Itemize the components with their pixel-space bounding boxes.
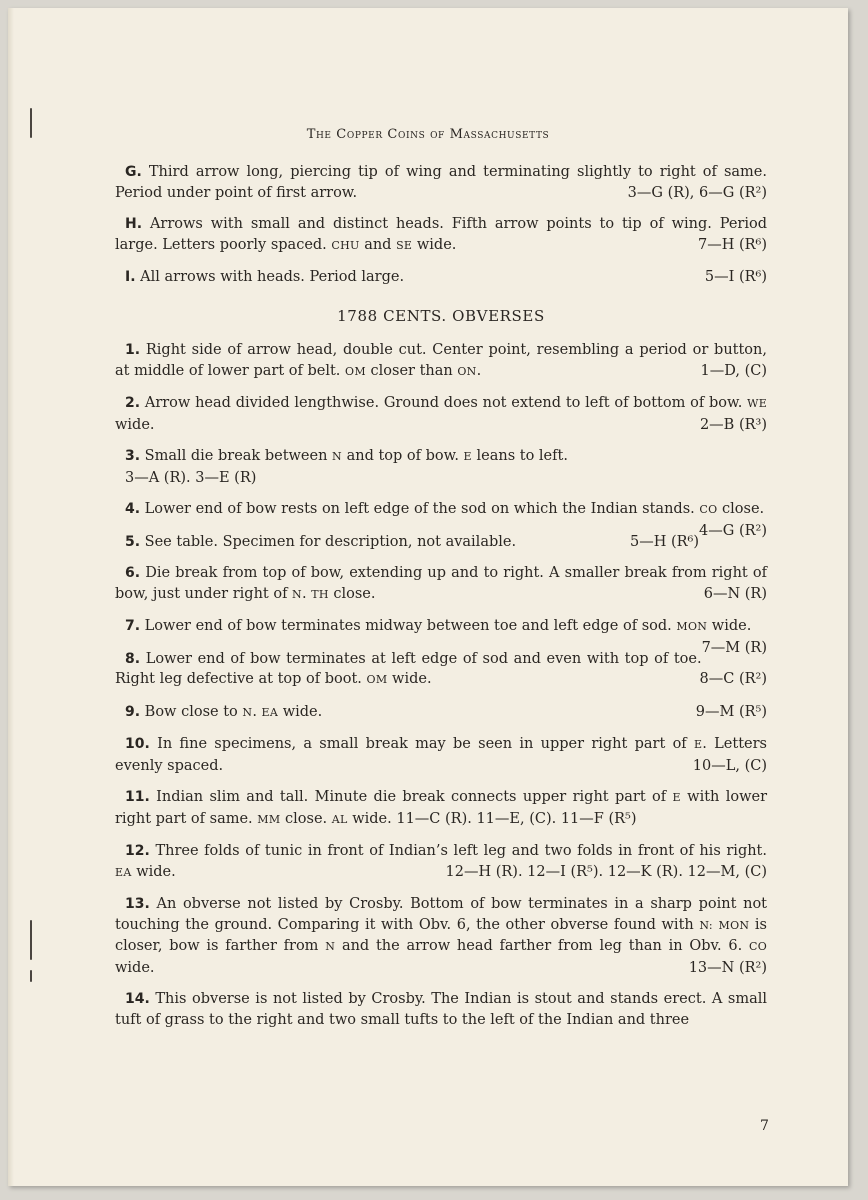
letter-pair: SE [396, 238, 413, 252]
entry-text: See table. Specimen for description, not available. [144, 533, 517, 550]
running-head: The Copper Coins of Massachusetts [306, 127, 550, 142]
obverse-entry-10 [115, 734, 767, 776]
letter-pair: MON [676, 620, 708, 633]
letter-pair: WE [747, 397, 768, 410]
entry-reference: wide. 11—C (R). 11—E, (C). 11—F (R⁵) [352, 810, 637, 827]
letter-pair: OM [345, 364, 366, 378]
letter-pair: ON [457, 364, 477, 378]
entry-h [115, 214, 767, 256]
entry-reference: 5—H (R⁶) [630, 533, 700, 550]
letter-pair: N [332, 450, 342, 463]
letter-pair: N [242, 705, 253, 719]
page-edge [8, 8, 14, 1186]
entry-text: Die break from top of bow, extending up and to right. A smaller break from right of bow, just under right of [115, 565, 767, 602]
entry-text: All arrows with heads. Period large. [140, 269, 405, 285]
obverse-entry-6 [115, 563, 767, 605]
entry-label: G. [125, 164, 142, 180]
entry-reference: 7—M (R) [701, 639, 767, 656]
entry-reference: 9—M (R⁵) [695, 703, 767, 720]
entry-label: 3. [125, 448, 141, 464]
letter-pair: N [292, 587, 302, 601]
entry-text: wide. [115, 959, 155, 976]
entry-text: and [364, 236, 392, 253]
entry-reference: 3—A (R). 3—E (R) [125, 469, 257, 486]
entry-label: 14. [125, 991, 150, 1007]
obverse-entry-5 [115, 532, 767, 553]
letter-pair: EA [261, 705, 279, 719]
entry-label: 2. [125, 395, 141, 411]
entry-text: Small die break between [144, 448, 328, 464]
entry-label: 4. [125, 501, 141, 517]
page-number: 7 [760, 1118, 769, 1134]
letter-pair: E [672, 791, 681, 804]
entry-i [115, 267, 767, 288]
entry-text: Lower end of bow terminates at left edge of sod and even with top of toe. Right leg defective at top of boot. [115, 650, 702, 687]
obverse-entry-9 [115, 702, 767, 724]
entry-text: This obverse is not listed by Crosby. The Indian is stout and stands erect. A small tuft of grass to the right and two small tufts to the left of the Indian and three [115, 991, 767, 1028]
entry-reference: 3—G (R), 6—G (R²) [627, 184, 767, 201]
entry-text: and top of bow. [346, 448, 459, 464]
book-page [8, 8, 848, 1186]
obverse-entry-11 [115, 787, 767, 830]
letter-pair: EA [115, 865, 132, 879]
entry-label: 10. [125, 736, 150, 752]
obverse-entry-8 [115, 649, 767, 691]
entry-text: Lower end of bow terminates midway between toe and left edge of sod. [144, 618, 672, 634]
obverse-entry-7 [115, 616, 767, 656]
obverse-entry-4 [115, 499, 767, 539]
entry-reference: 10—L, (C) [692, 757, 767, 774]
entry-text: close. [333, 585, 376, 602]
entry-reference: 12—H (R). 12—I (R⁵). 12—K (R). 12—M, (C) [445, 863, 767, 880]
entry-text: closer than [370, 362, 453, 379]
entry-g [115, 162, 767, 203]
entry-label: 7. [125, 618, 141, 634]
obverse-entry-12 [115, 841, 767, 883]
entry-text: Indian slim and tall. Minute die break connects upper right part of [156, 789, 667, 805]
entry-text: Three folds of tunic in front of Indian’s left leg and two folds in front of his right. [155, 843, 767, 859]
entry-reference: 8—C (R²) [699, 671, 767, 687]
obverse-entry-2 [115, 393, 767, 435]
entry-label: 1. [125, 342, 141, 358]
entry-text: with lower right part of same. [115, 789, 768, 827]
obverse-entry-14 [115, 989, 767, 1030]
letter-pair: OM [366, 673, 388, 686]
entry-text: In fine specimens, a small break may be seen in upper right part of [157, 736, 687, 752]
obverse-entry-13 [115, 894, 767, 978]
entry-text: is closer, bow is farther from [115, 916, 768, 954]
letter-pair: CO [749, 940, 768, 953]
entry-label: I. [125, 269, 136, 285]
letter-pair: CHU [331, 238, 360, 252]
letter-pair: MM [257, 812, 281, 826]
entry-text: . Letters evenly spaced. [115, 736, 767, 774]
letter-pair: MON [718, 918, 750, 932]
entry-text: wide. [136, 863, 176, 880]
entry-reference: 13—N (R²) [688, 959, 767, 976]
entry-text: Right side of arrow head, double cut. Center point, resembling a period or button, at middle of lower part of belt. [115, 342, 767, 379]
entry-text: . [476, 362, 482, 379]
obverse-entry-3 [115, 446, 767, 488]
entry-text: wide. [392, 671, 432, 687]
letter-pair: E [463, 450, 472, 463]
entry-reference: 4—G (R²) [699, 522, 767, 539]
entry-reference: 5—I (R⁶) [704, 269, 767, 285]
letter-pair: N: [699, 918, 713, 932]
entry-label: H. [125, 216, 143, 232]
entry-text: . [301, 585, 307, 602]
page-content [115, 162, 767, 1041]
entry-text: Third arrow long, piercing tip of wing and terminating slightly to right of same. Period under point of first arrow. [115, 164, 767, 201]
margin-mark [30, 970, 32, 982]
entry-text: An obverse not listed by Crosby. Bottom of bow terminates in a sharp point not touching the ground. Comparing it with Obv. 6, the other obverse found with [115, 896, 767, 933]
entry-label: 11. [125, 789, 150, 805]
entry-label: 5. [125, 533, 141, 550]
entry-text: Bow close to [144, 703, 238, 720]
entry-text: Arrow head divided lengthwise. Ground does not extend to left of bottom of bow. [144, 395, 743, 411]
margin-mark [30, 920, 32, 960]
entry-reference: 7—H (R⁶) [697, 236, 767, 253]
entry-text: wide. [416, 236, 457, 253]
obverse-entry-1 [115, 340, 767, 382]
letter-pair: N [325, 940, 336, 953]
entry-text: . [252, 703, 257, 720]
letter-pair: AL [331, 812, 348, 826]
entry-text: Arrows with small and distinct heads. Fifth arrow points to tip of wing. Period large. Letters poorly spaced. [115, 216, 768, 253]
entry-text: wide. [711, 618, 752, 634]
entry-text: close. [285, 810, 328, 827]
entry-text: Lower end of bow rests on left edge of the sod on which the Indian stands. [144, 501, 695, 517]
letter-pair: E [693, 738, 703, 751]
entry-reference: 2—B (R³) [699, 416, 767, 433]
entry-reference: 6—N (R) [703, 585, 767, 602]
entry-text: wide. [282, 703, 323, 720]
section-title: 1788 CENTS. OBVERSES [337, 306, 545, 325]
entry-label: 8. [125, 650, 141, 667]
entry-label: 9. [125, 703, 141, 720]
letter-pair: CO [699, 503, 718, 516]
entry-text: wide. [115, 416, 155, 433]
entry-label: 13. [125, 896, 150, 912]
entry-label: 12. [125, 843, 150, 859]
letter-pair: TH [311, 587, 329, 601]
entry-text: and the arrow head farther from leg than in Obv. 6. [341, 938, 743, 954]
entry-reference: 1—D, (C) [700, 362, 767, 379]
entry-label: 6. [125, 565, 141, 581]
entry-text: leans to left. [476, 448, 568, 464]
entry-text: close. [722, 501, 765, 517]
